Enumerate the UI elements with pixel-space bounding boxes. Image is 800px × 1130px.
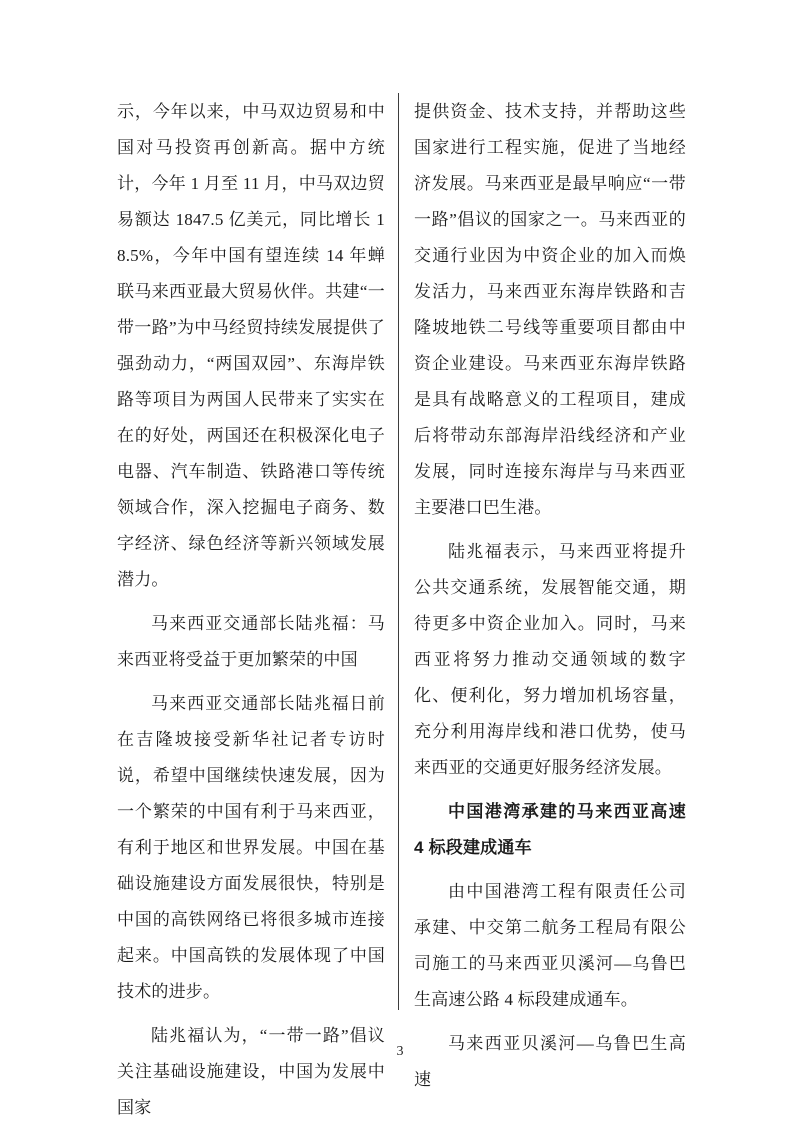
paragraph-continuation-right: 提供资金、技术支持，并帮助这些国家进行工程实施，促进了当地经济发展。马来西亚是最早响应“一带一路”倡议的国家之一。马来西亚的交通行业因为中资企业的加入而焕发活力，马来西亚东海岸铁路和吉隆坡地铁二号线等重要项目都由中资企业建设。马来西亚东海岸铁路是具有战略意义的工程项目，建成后将带动东部海岸沿线经济和产业发展，同时连接东海岸与马来西亚主要港口巴生港。 (414, 102, 686, 517)
paragraph-public-transport: 陆兆福表示，马来西亚将提升公共交通系统，发展智能交通，期待更多中资企业加入。同时，马来西亚将努力推动交通领域的数字化、便利化，努力增加机场容量，充分利用海岸线和港口优势，使马来西亚的交通更好服务经济发展。 (414, 542, 686, 777)
paragraph-belt-road: 陆兆福认为，“一带一路”倡议关注基础设施建设，中国为发展中国家 (117, 1026, 385, 1117)
left-column (117, 94, 385, 1130)
section-heading-highway: 中国港湾承建的马来西亚高速 4 标段建成通车 (414, 802, 686, 857)
paragraph-highway-continuation: 马来西亚贝溪河—乌鲁巴生高速 (414, 1034, 686, 1089)
column-divider (398, 93, 399, 1010)
paragraph-continuation: 示，今年以来，中马双边贸易和中国对马投资再创新高。据中方统计，今年 1 月至 11 月，中马双边贸易额达 1847.5 亿美元，同比增长 18.5%，今年中国有望连续 14 年蝉联马来西亚最大贸易伙伴。共建“一带一路”为中马经贸持续发展提供了强劲动力，“两国双园”、东海岸铁路等项目为两国人民带来了实实在在的好处，两国还在积极深化电子电器、汽车制造、铁路港口等传统领域合作，深入挖掘电子商务、数字经济、绿色经济等新兴领域发展潜力。 (117, 102, 385, 589)
right-column (414, 94, 686, 1106)
paragraph-interview: 马来西亚交通部长陆兆福日前在吉隆坡接受新华社记者专访时说，希望中国继续快速发展，因为一个繁荣的中国有利于马来西亚，有利于地区和世界发展。中国在基础设施建设方面发展很快，特别是中国的高铁网络已将很多城市连接起来。中国高铁的发展体现了中国技术的进步。 (117, 694, 385, 1001)
page-number: 3 (396, 1044, 404, 1059)
paragraph-highway-opening: 由中国港湾工程有限责任公司承建、中交第二航务工程局有限公司施工的马来西亚贝溪河—乌鲁巴生高速公路 4 标段建成通车。 (414, 882, 686, 1009)
subheading-transport-minister: 马来西亚交通部长陆兆福：马来西亚将受益于更加繁荣的中国 (117, 614, 385, 669)
